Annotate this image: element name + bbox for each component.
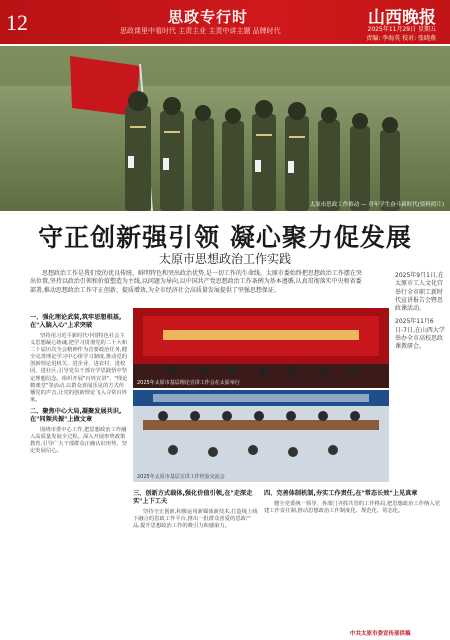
photo-caption: 2025年太原市基层宣讲工作经验交流会 [137,474,225,480]
section-title: 四、完善体制机制,夯实工作责任,在"常态长效"上见真章 [264,490,418,497]
section-body: 坚持用习近平新时代中国特色社会主义思想凝心铸魂,把学习贯彻党的二十大和二十届历次全会精神作为首要政治任务,健全完善理论学习中心组学习制度,推动党的创新理论进机关、进企业、进农村、进校园、进社区,引导党员干部在学思践悟中坚定理想信念。组织开展"百姓宣讲"、"理论微课堂"等活动,以群众喜闻乐见的方式传播党的声音,让党的创新理论飞入寻常百姓家。 [30,333,128,403]
meeting-illustration [133,390,389,482]
article-column-middle [133,486,258,636]
section-title: 一、强化理论武装,筑牢思想根基,在"入脑入心"上求突破 [30,314,122,329]
side-note: 2025年9月1日,在太原市工人文化宫举行全市职工新时代宣讲报告会暨思政课活动。 [395,272,444,313]
newspaper-logo: 山西晚报 [368,8,436,28]
section-title: 三、创新方式载体,强化价值引领,在"走深走实"上下工夫 [133,490,253,505]
issue-date: 2025年11月29日 星期五 [367,26,436,33]
conference-photo [133,308,389,388]
column-title: 思政专行时 [168,10,249,26]
column-subtitle: 思政课里中看时代 主责主业 主责中讲主题 品牌时代 [120,27,281,35]
sub-headline: 太原市思想政治工作实践 [158,252,291,266]
photo-caption: 2025年太原市基层理论宣讲工作会在太原举行 [137,380,240,386]
section-title: 二、聚焦中心大局,凝聚发展共识,在"同频共振"上做文章 [30,407,122,423]
page-header [0,0,450,44]
section-body: 坚持守正创新,积极运用新媒体新技术,打造线上线下融合的思政工作平台,推出一批群众喜爱的思政产品,提升思想政治工作的吸引力和感染力。 [133,509,258,530]
side-note: 2025年11月6日-7日,在山西大学举办全市高校思政课教研会。 [395,318,445,351]
article-column-left [30,310,128,636]
editor-credit: 责编: 李海英 校对: 张晓燕 [366,35,436,42]
article-column-right [264,486,444,631]
source-credit: 中共太原市委宣传部供稿 [350,631,411,637]
honor-guard-photo [0,46,450,211]
stage-illustration [133,308,389,388]
lead-paragraph: 思想政治工作是我们党的优良传统、鲜明特色和突出政治优势,是一切工作的生命线。太原市委始终把思想政治工作摆在突出位置,坚持以政治引领和价值塑造为主线,以问题为导向,以中国共产党思想政治工作条例为基本遵循,认真贯彻落实中央和省委部署,推动思想政治工作守正创新、提质增效,为全市经济社会高质量发展提供了坚强思想保证。 [30,270,362,294]
page-number: 12 [6,10,28,35]
meeting-photo [133,390,389,482]
photo-caption: 太原市思政工作推动 — 青年学生奋斗新时代(资料照片) [309,202,444,208]
side-notes [395,272,445,357]
section-body: 围绕市委中心工作,把思想政治工作融入高质量发展全过程。深入开展形势政策教育,引导广大干部群众正确认识形势、坚定发展信心。 [30,426,128,455]
section-body: 健全党委统一领导、各部门齐抓共管的工作格局,把思想政治工作纳入党建工作责任制,推动思想政治工作制度化、规范化、常态化。 [264,501,440,515]
honor-guard-illustration [0,46,450,211]
main-headline: 守正创新强引领 凝心聚力促发展 [38,223,412,252]
